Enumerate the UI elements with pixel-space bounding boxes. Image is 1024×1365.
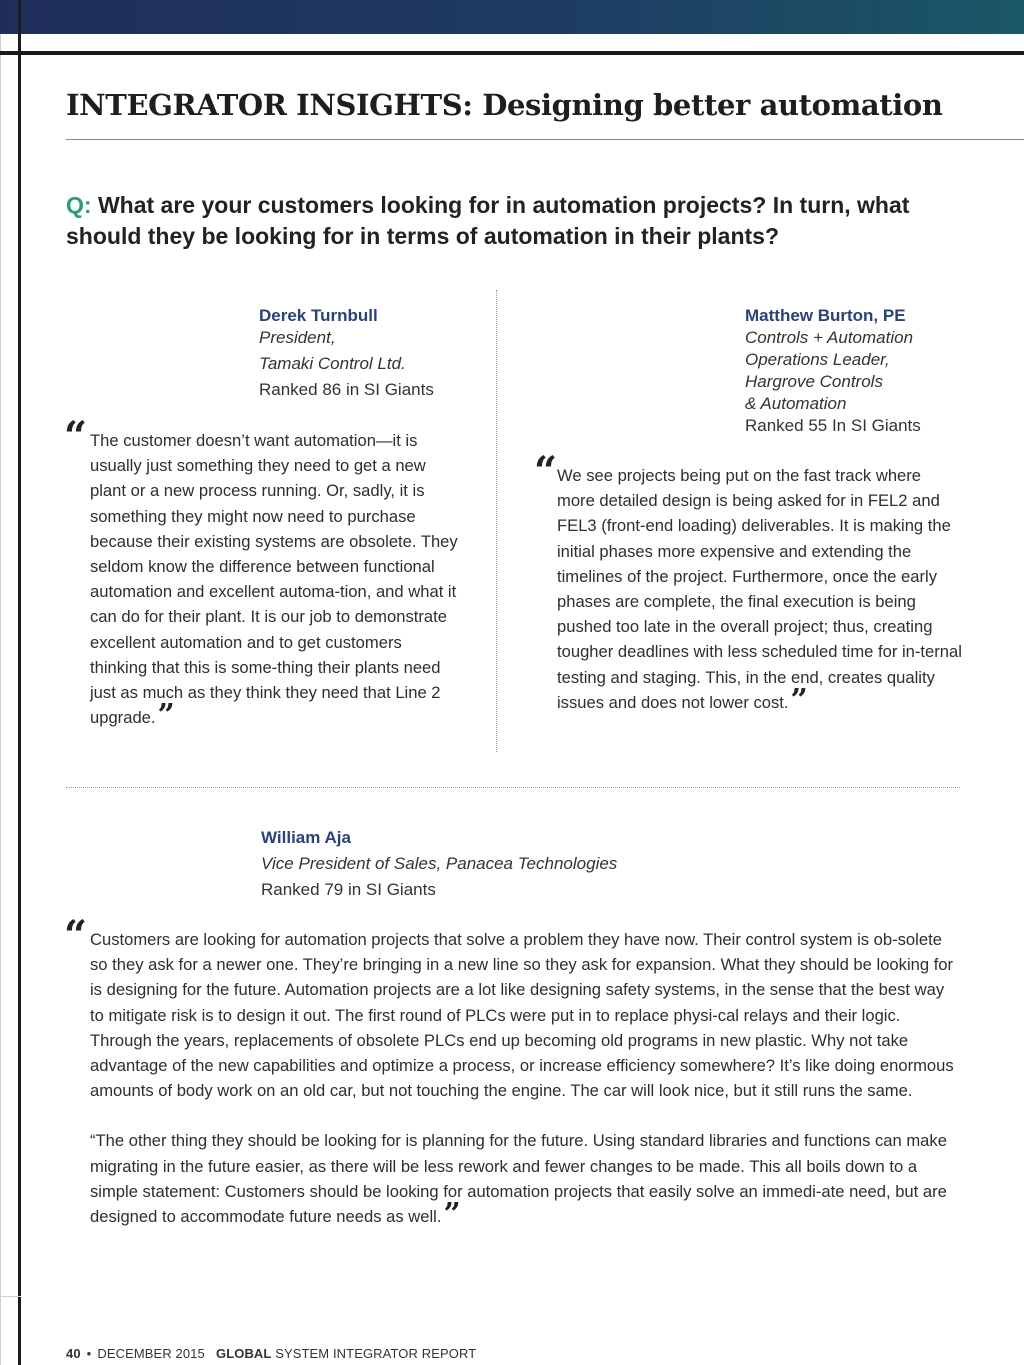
page-number: 40: [66, 1346, 81, 1361]
respondent-name: William Aja: [261, 828, 351, 847]
respondent-company: Tamaki Control Ltd.: [259, 354, 406, 373]
publication-name-tail: REPORT: [421, 1346, 477, 1361]
respondent-rank: Ranked 86 in SI Giants: [259, 380, 434, 399]
quote-burton: [557, 463, 962, 718]
respondent-role-line: Operations Leader,: [745, 350, 890, 369]
respondent-role-line: Controls + Automation: [745, 328, 914, 347]
section-divider: [66, 787, 960, 788]
respondent-rank: Ranked 55 In SI Giants: [745, 416, 921, 435]
page-footer: [66, 1346, 476, 1361]
left-margin-rule: [18, 0, 21, 1365]
question-text: What are your customers looking for in automation projects? In turn, what should they be looking for in terms of automation in their plants?: [66, 192, 910, 249]
respondent-aja: [261, 825, 617, 903]
column-divider: [496, 290, 497, 752]
quote-turnbull: [90, 428, 462, 734]
quote-aja: [90, 927, 960, 1233]
respondent-turnbull: [259, 305, 434, 401]
footer-edge-rule: [0, 1296, 21, 1297]
title-divider: [66, 139, 1024, 140]
open-quote-mark: “: [64, 912, 88, 959]
respondent-role-line: & Automation: [745, 394, 847, 413]
question-block: [66, 190, 966, 252]
quote-paragraph: “The other thing they should be looking for is planning for the future. Using standard libraries and functions can make migrating in the future easier, as there will be less rework and fewer changes to be made. This all boils down to a simple statement: Customers should be looking for automation projects that easily solve an immedi-ate need, but are designed to accommodate future needs as well.: [90, 1131, 947, 1227]
respondent-rank: Ranked 79 in SI Giants: [261, 880, 436, 899]
quote-text: We see projects being put on the fast track where more detailed design is being asked for in FEL2 and FEL3 (front-end loading) deliverables. It is making the initial phases more expensive and extending the timelines of the project. Furthermore, once the early phases are complete, the final execution is being pushed too late in the overall project; thus, creating tougher deadlines with less scheduled time for in-ternal testing and staging. This, in the end, creates quality issues and does not lower cost.: [557, 466, 962, 712]
quote-paragraph: Customers are looking for automation projects that solve a problem they have now. Their control system is ob-solete so they ask for a newer one. They’re bringing in a new line so they ask for expansion. What they should be looking for is designing for the future. Automation projects are a lot like designing safety systems, in the sense that the best way to mitigate risk is to design it out. The first round of PLCs were put in to replace physi-cal relays and their logic. Through the years, replacements of obsolete PLCs end up becoming old programs in new plastic. Why not take advantage of the new capabilities and optimize a process, or increase efficiency somewhere? It’s like doing enormous amounts of body work on an old car, but not touching the engine. The car will look nice, but it still runs the same.: [90, 930, 954, 1101]
top-banner: [0, 0, 1024, 34]
close-quote-mark: ”: [443, 1197, 461, 1233]
respondent-name: Matthew Burton, PE: [745, 306, 906, 325]
close-quote-mark: ”: [790, 682, 808, 718]
close-quote-mark: ”: [157, 698, 175, 734]
quote-text: The customer doesn’t want automation—it is usually just something they need to get a new plant or a new process running. Or, sadly, it is something they might now need to purchase because their existing systems are obsolete. They seldom know the difference between functional automation and excellent automa-tion, and what it can do for their plant. It is our job to demonstrate excellent automation and to get customers thinking that this is some-thing their plants need just as much as they think they need that Line 2 upgrade.: [90, 431, 458, 728]
question-prefix: Q:: [66, 192, 92, 218]
header-rule: [0, 51, 1024, 55]
footer-separator: •: [86, 1346, 92, 1361]
respondent-role: Vice President of Sales, Panacea Technologies: [261, 854, 618, 873]
open-quote-mark: “: [64, 413, 88, 460]
publication-name: SYSTEM INTEGRATOR: [275, 1346, 418, 1361]
respondent-burton: [745, 305, 921, 437]
issue-date: DECEMBER 2015: [97, 1346, 205, 1361]
respondent-role: President,: [259, 328, 336, 347]
publication-name-bold: GLOBAL: [215, 1346, 272, 1361]
page-edge-line: [0, 34, 1, 1365]
respondent-role-line: Hargrove Controls: [745, 372, 883, 391]
respondent-name: Derek Turnbull: [259, 306, 378, 325]
open-quote-mark: “: [534, 448, 558, 495]
page-title: INTEGRATOR INSIGHTS: Designing better automation: [66, 88, 943, 122]
